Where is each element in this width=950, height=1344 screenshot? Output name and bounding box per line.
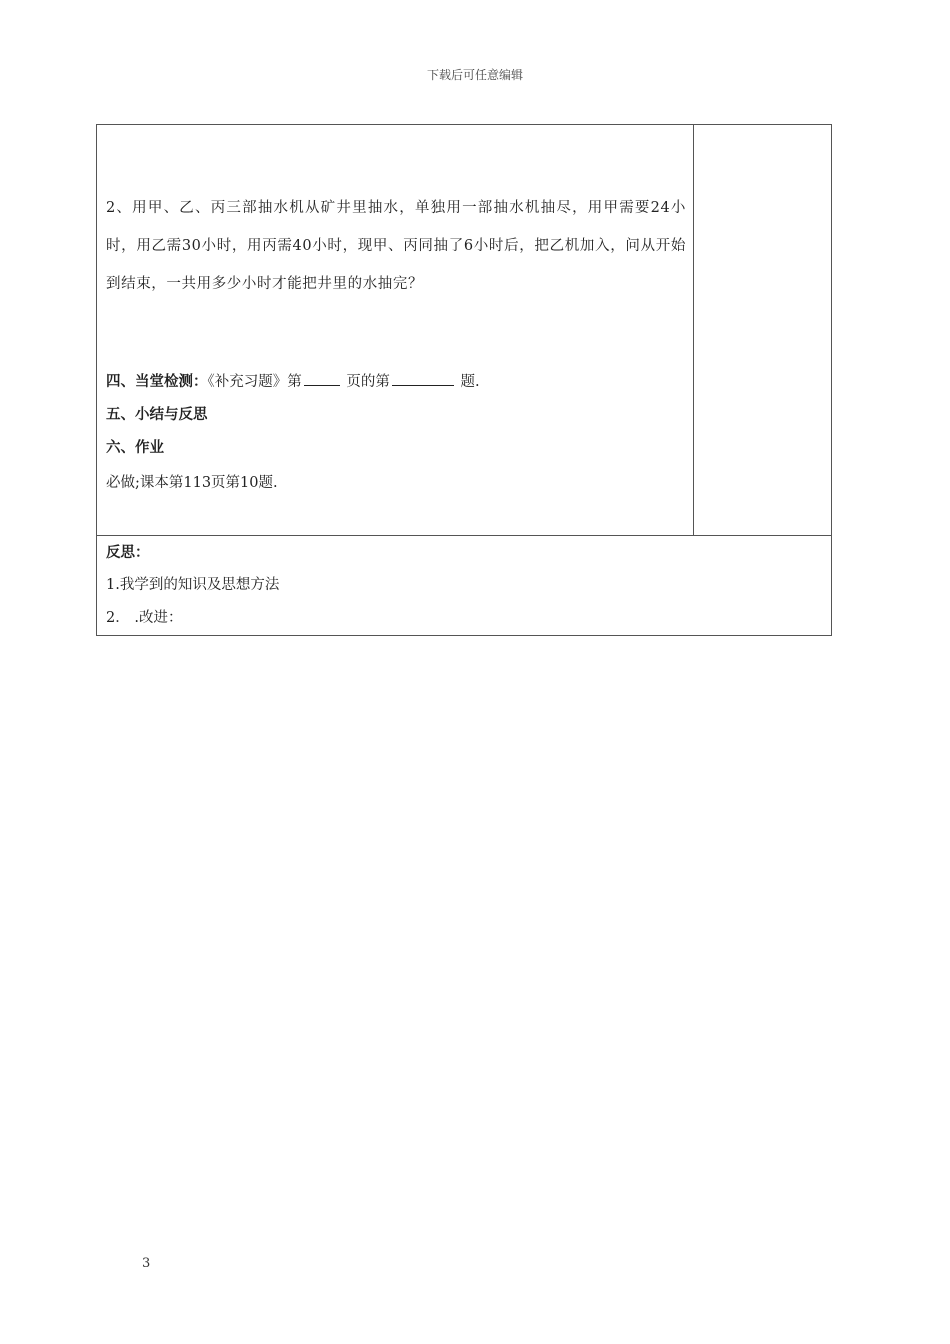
side-notes-cell — [694, 125, 831, 535]
homework-text: 必做;课本第113页第10题. — [106, 475, 278, 491]
header-note: 下载后可任意编辑 — [426, 68, 523, 82]
section-4-part2: 页的第 — [346, 374, 390, 390]
section-4-part1: 《补充习题》第 — [207, 374, 302, 390]
section-4-part3: 题. — [460, 374, 480, 390]
section-4-heading: 四、当堂检测： — [106, 374, 208, 390]
lesson-content-cell — [97, 125, 694, 535]
question-blank[interactable] — [392, 370, 454, 386]
reflection-heading: 反思： — [106, 545, 150, 561]
section-4-line — [106, 370, 480, 391]
lesson-table — [96, 124, 832, 636]
section-6-heading: 六、作业 — [106, 440, 164, 456]
page-number: 3 — [142, 1256, 151, 1271]
page-blank[interactable] — [304, 370, 340, 386]
section-5-heading: 五、小结与反思 — [106, 407, 208, 423]
problem-2-text: 2、用甲、乙、丙三部抽水机从矿井里抽水，单独用一部抽水机抽尽，用甲需要24小时，用乙需30小时，用丙需40小时，现甲、丙同抽了6小时后，把乙机加入，问从开始到结束，一共用多少小时才能把井里的水抽完？ — [106, 200, 686, 292]
reflection-cell — [97, 536, 831, 635]
reflection-item-2: 2． .改进： — [106, 610, 183, 626]
reflection-item-1: 1.我学到的知识及思想方法 — [106, 577, 280, 593]
